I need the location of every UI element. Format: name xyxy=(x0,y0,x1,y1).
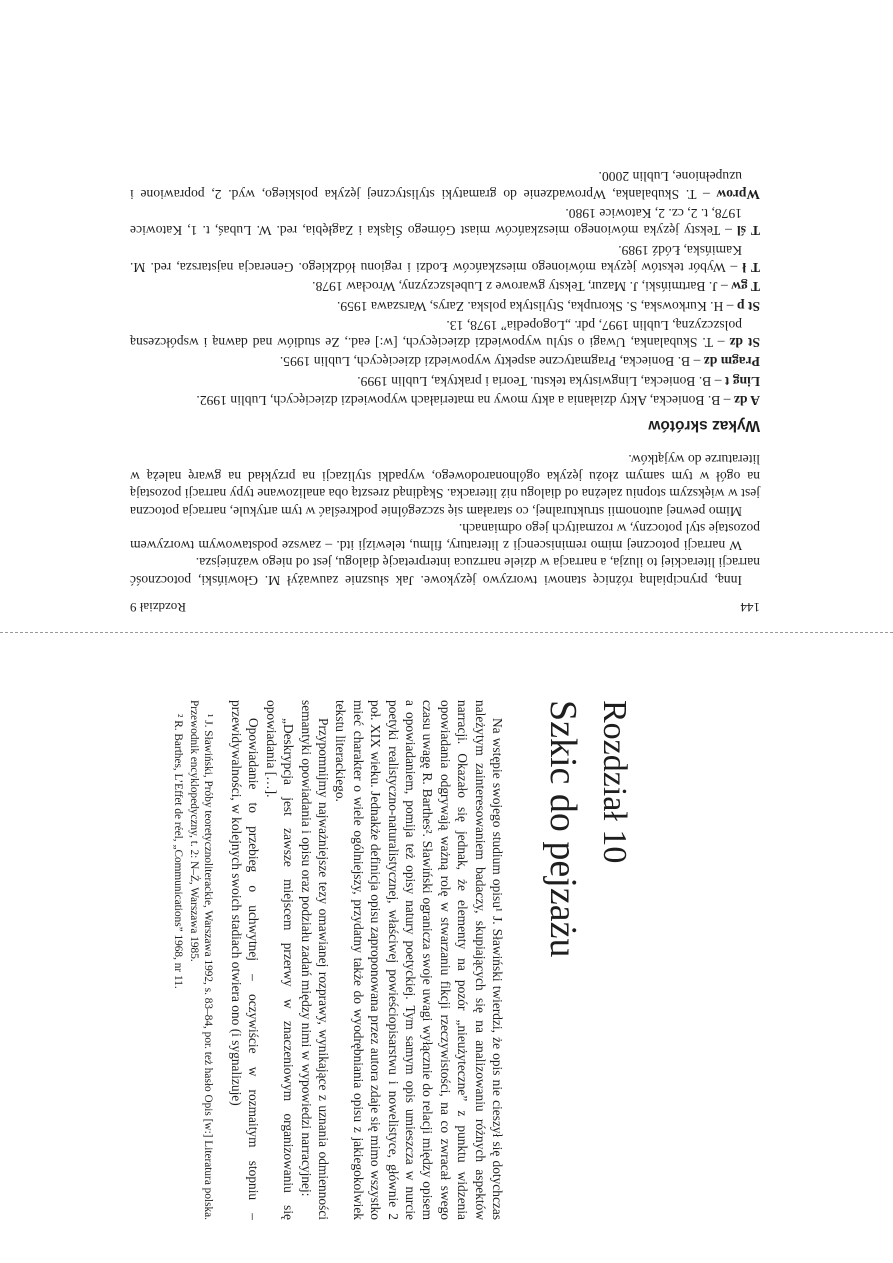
page-divider xyxy=(0,632,893,633)
abbreviation-entry xyxy=(130,168,760,203)
abbreviation-entry xyxy=(130,372,760,389)
running-header: Rozdział 9 xyxy=(130,600,186,615)
abbreviation-entry xyxy=(130,205,760,240)
abbreviation-code: Wprow xyxy=(716,186,760,202)
paragraph: Mimo pewnej autonomii strukturalnej, co starałam się szczególnie podkreślać w tym artykule, narracja potoczna jest w większym stopniu zależna od dialogu niż literacka. Skądinąd zresztą oba analizowane typy narracji pozostają na ogół w tym samym złożu języka ogólnonarodowego, wypadki stylizacji na przykład na gwarę należą w literaturze do wyjątków. xyxy=(130,451,760,519)
quote-paragraph: Opowiadanie to przebieg o uchwytnej – oczywiście w rozmaitym stopniu – przewidywalności, w kolejnych swoich stadiach otwiera ono (i sygnalizuje) xyxy=(228,700,262,1220)
abbreviation-code: Ling t xyxy=(724,373,760,389)
chapter-label: Rozdział 10 xyxy=(596,700,633,864)
upper-page xyxy=(130,96,760,616)
abbreviation-entry xyxy=(130,353,760,370)
abbreviations-heading: Wykaz skrótów xyxy=(648,417,760,435)
abbreviation-entry xyxy=(130,317,760,352)
page-header xyxy=(130,599,760,616)
paragraph: W narracji potocznej mimo reminiscencji z literatury, filmu, telewizji itd. – zawsze podstawowym tworzywem pozostaje styl potoczny, w rozmaitych jego odmianach. xyxy=(130,520,760,554)
quote-paragraph: „Deskrypcja jest zawsze miejscem przerwy w znaczeniowym organizowaniu się opowiadania […]. xyxy=(263,700,297,1220)
abbreviation-code: St dz xyxy=(729,335,760,351)
abbreviation-code: St p xyxy=(736,298,760,314)
abbreviation-entry xyxy=(130,297,760,314)
abbreviation-entry xyxy=(130,278,760,295)
abbreviation-text: – J. Bartmiński, J. Mazur, Teksty gwarowe z Lubelszczyzny, Wrocław 1978. xyxy=(312,279,728,295)
abbreviation-text: – T. Skubalanka, Uwagi o stylu wypowiedzi dziecięcych, [w:] ead., Ze studiów nad dawną i współczesną polszczyzną, Lublin 1997, pdr. „Logopedia” 1978, 13. xyxy=(130,317,742,351)
abbreviation-entry xyxy=(130,241,760,276)
footnote: ¹ J. Sławiński, Próby teoretycznoliterackie, Warszawa 1992, s. 83–84, por. też hasło Opis [w:] Literatura polska. Przewodnik encyklopedyczny, t. 2: N–Ż, Warszawa 1985. xyxy=(188,700,215,1220)
page-number: 144 xyxy=(740,600,760,615)
lower-page-content xyxy=(74,700,634,1220)
abbreviation-code: T ł xyxy=(742,259,760,275)
abbreviation-code: T gw xyxy=(731,279,760,295)
chapter-title: Szkic do pejzażu xyxy=(542,700,584,958)
abbreviation-text: – B. Boniecka, Lingwistyka tekstu. Teoria i praktyka, Lublin 1999. xyxy=(357,373,722,389)
abbreviation-code: Pragm dz xyxy=(703,354,760,370)
abbreviation-entry xyxy=(130,392,760,409)
abbreviations-list xyxy=(130,168,760,409)
lower-page xyxy=(74,700,634,1220)
abbreviation-text: – Wybór tekstów języka mówionego mieszkańców Łodzi i regionu łódzkiego. Generacja najstarsza, red. M. Kamińska, Łódź 1989. xyxy=(129,242,742,275)
abbreviation-text: – Teksty języka mówionego mieszkańców miast Górnego Śląska i Zagłębia, red. W. Lubaś, t. 1, Katowice 1978, t. 2, cz. 2, Katowice 1980. xyxy=(130,206,742,239)
abbreviation-text: – B. Boniecka, Pragmatyczne aspekty wypowiedzi dziecięcych, Lublin 1995. xyxy=(279,354,701,370)
abbreviation-text: – T. Skubalanka, Wprowadzenie do gramatyki stylistycznej języka polskiego, wyd. 2, poprawione i uzupełnione, Lublin 2000. xyxy=(129,169,742,202)
footnotes xyxy=(172,700,216,1220)
abbreviation-code: T śl xyxy=(736,223,760,239)
paragraph: Przypomnijmy najważniejsze tezy omawianej rozprawy, wynikające z uznania odmienności semantyki opowiadania i opisu oraz podziału zadań między nimi w wypowiedzi narracyjnej: xyxy=(298,700,331,1220)
paragraph: Inną, pryncipialną różnicę stanowi tworzywo językowe. Jak słusznie zauważył M. Głowiński, potoczność narracji literackiej to iluzja, a narracja w dziele narrzuca interpretację dialogu, jest od niego ważniejsza. xyxy=(130,555,760,588)
paragraph: Na wstępie swojego studium opisu¹ J. Sławiński twierdzi, że opis nie cieszył się dotychczas należytym zainteresowaniem badaczy, skupiających się na analizowaniu różnych aspektów narracji. Okazało się jednak, że elementy na pozór „nieużyteczne” z punktu widzenia opowiadania odgrywają ważną rolę w stwarzaniu fikcji rzeczywistości, na co zwracał swego czasu uwagę R. Barthes². Sławiński ogranicza swoje uwagi wyłącznie do relacji między opisem a opowiadaniem, pomija też opisy natury poetyckiej. Tym samym opis umieszcza w nurcie poetyki realistyczno-naturalistycznej, właściwej powieściopisarstwu i nowelistyce, głównie 2 poł. XIX wieku. Jednakże definicja opisu zaproponowana przez autora zdaje się mimo wszystko mieć charakter o wiele ogólniejszy, przydatny także do wyodrębniania opisu z jakiegokolwiek tekstu literackiego. xyxy=(333,700,505,1220)
abbreviation-code: A dz xyxy=(733,393,760,409)
abbreviation-text: – B. Boniecka, Akty działania a akty mowy na materiałach wypowiedzi dziecięcych, Lublin 1992. xyxy=(196,393,731,409)
abbreviation-text: – H. Kurkowska, S. Skorupka, Stylistyka polska. Zarys, Warszawa 1959. xyxy=(336,298,734,314)
footnote: ² R. Barthes, L’Effet de réel, „Communications” 1968, nr 11. xyxy=(172,714,185,989)
